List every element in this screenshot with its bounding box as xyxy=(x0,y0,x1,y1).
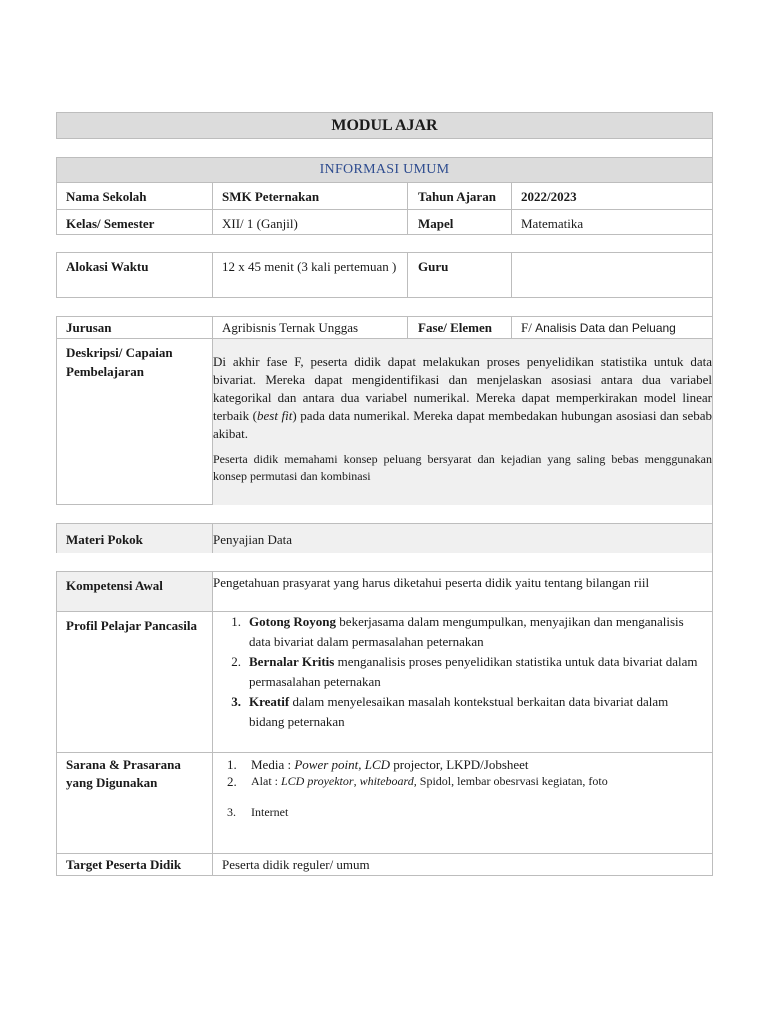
spacer xyxy=(56,505,713,523)
deskripsi-paragraph-2: Peserta didik memahami konsep peluang bersyarat dan kejadian yang saling bebas menggunakan konsep permutasi dan kombinasi xyxy=(213,452,712,483)
row-materi xyxy=(56,523,713,553)
fase-value: Analisis Data dan Peluang xyxy=(535,321,676,335)
value-kompetensi: Pengetahuan prasyarat yang harus diketahui peserta didik yaitu tentang bilangan riil xyxy=(213,571,712,611)
value-guru xyxy=(512,252,712,297)
list-item: 2. Alat : LCD proyektor, whiteboard, Spidol, lembar obesrvasi kegiatan, foto xyxy=(227,774,608,789)
label-kompetensi: Kompetensi Awal xyxy=(57,571,213,611)
label-kelas: Kelas/ Semester xyxy=(57,209,213,234)
value-deskripsi xyxy=(213,338,712,505)
label-target: Target Peserta Didik xyxy=(57,853,213,875)
list-item: 3. Internet xyxy=(227,805,289,819)
value-materi: Penyajian Data xyxy=(213,523,712,553)
value-fase xyxy=(512,316,712,338)
label-fase: Fase/ Elemen xyxy=(408,316,512,338)
list-item: 1. Gotong Royong bekerjasama dalam mengumpulkan, menyajikan dan menganalisis data bivariat dalam permasalahan peternakan xyxy=(231,614,684,649)
label-mapel: Mapel xyxy=(408,209,512,234)
list-item: 3. Kreatif dalam menyelesaikan masalah kontekstual berkaitan data bivariat dalam bidang peternakan xyxy=(231,694,669,729)
label-tahun-ajaran: Tahun Ajaran xyxy=(408,182,512,209)
list-item: 1. Media : Power point, LCD projector, LKPD/Jobsheet xyxy=(227,757,529,772)
row-deskripsi xyxy=(56,338,713,505)
label-jurusan: Jurusan xyxy=(57,316,213,338)
value-kelas: XII/ 1 (Ganjil) xyxy=(213,209,408,234)
document-title: MODUL AJAR xyxy=(56,112,713,139)
fase-prefix: F/ xyxy=(521,320,536,335)
spacer xyxy=(56,298,713,316)
deskripsi-paragraph-1: Di akhir fase F, peserta didik dapat melakukan proses penyelidikan statistika untuk data bivariat. Mereka dapat mengidentifikasi dan menjelaskan asosiasi antara dua variabel kategorikal dan antara dua variabel numerikal. Mereka dapat memperkirakan model linear terbaik (best fit) pada data numerikal. Mereka dapat membedakan hubungan asosiasi dan sebab akibat. xyxy=(213,354,712,441)
row-kompetensi xyxy=(56,571,713,611)
row-sarana xyxy=(56,752,713,853)
row-alokasi xyxy=(56,252,713,298)
label-guru: Guru xyxy=(408,252,512,297)
value-sarana xyxy=(213,752,712,853)
spacer xyxy=(56,139,713,157)
value-tahun-ajaran: 2022/2023 xyxy=(512,182,712,209)
value-nama-sekolah: SMK Peternakan xyxy=(213,182,408,209)
value-target: Peserta didik reguler/ umum xyxy=(213,853,712,875)
label-nama-sekolah: Nama Sekolah xyxy=(57,182,213,209)
spacer xyxy=(56,553,713,571)
row-kelas xyxy=(56,209,713,235)
row-jurusan xyxy=(56,316,713,338)
row-target xyxy=(56,853,713,876)
label-profil: Profil Pelajar Pancasila xyxy=(57,611,213,752)
label-materi: Materi Pokok xyxy=(57,523,213,553)
modul-ajar-document xyxy=(56,112,713,876)
row-nama-sekolah xyxy=(56,182,713,209)
value-jurusan: Agribisnis Ternak Unggas xyxy=(213,316,408,338)
value-profil xyxy=(213,611,712,752)
label-sarana: Sarana & Prasarana yang Digunakan xyxy=(57,752,213,853)
value-alokasi: 12 x 45 menit (3 kali pertemuan ) xyxy=(213,252,408,297)
spacer xyxy=(56,235,713,252)
section-heading: INFORMASI UMUM xyxy=(56,157,713,182)
label-alokasi: Alokasi Waktu xyxy=(57,252,213,297)
row-profil xyxy=(56,611,713,752)
list-item: 2. Bernalar Kritis menganalisis proses penyelidikan statistika untuk data bivariat dalam permasalahan peternakan xyxy=(231,654,698,689)
profil-list xyxy=(213,612,706,732)
value-mapel: Matematika xyxy=(512,209,712,234)
label-deskripsi: Deskripsi/ Capaian Pembelajaran xyxy=(57,338,213,505)
sarana-list xyxy=(221,756,706,821)
